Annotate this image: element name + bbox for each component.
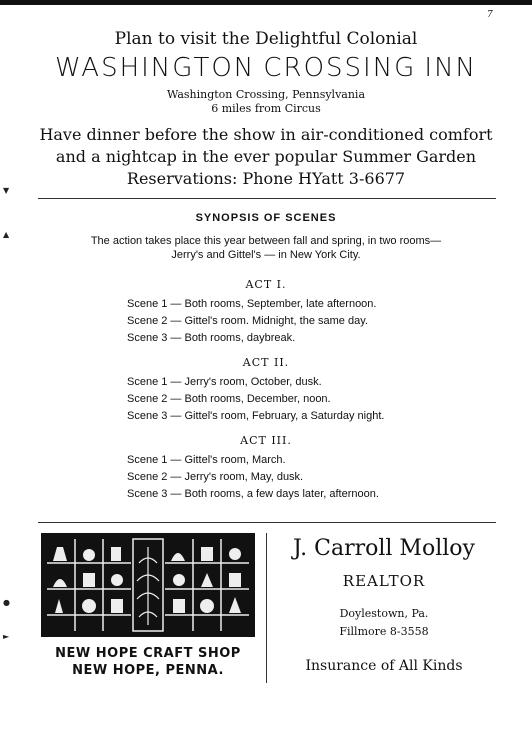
realtor-town: Doylestown, Pa.: [339, 607, 429, 620]
divider: [38, 522, 496, 523]
realtor-advertisement: [268, 533, 500, 675]
scene-line: Scene 2 — Jerry's room, May, dusk.: [127, 471, 304, 483]
scene-line: Scene 1 — Jerry's room, October, dusk.: [127, 376, 322, 388]
realtor-insurance: Insurance of All Kinds: [305, 658, 463, 674]
inn-advertisement: [0, 28, 532, 190]
margin-mark: ►: [3, 632, 10, 641]
ad-separator: [266, 533, 267, 683]
craft-shop-advertisement: [37, 533, 259, 679]
scene-line: Scene 3 — Both rooms, daybreak.: [127, 332, 296, 344]
craft-shop-line: NEW HOPE, PENNA.: [72, 663, 224, 678]
inn-name-word: WASHINGTON: [55, 53, 256, 83]
scene-line: Scene 3 — Gittel's room, February, a Saturday night.: [127, 410, 385, 422]
craft-shop-name: [37, 645, 259, 679]
scene-line: Scene 2 — Gittel's room. Midnight, the same day.: [127, 315, 368, 327]
inn-distance: 6 miles from Circus: [211, 102, 321, 115]
scene-line: Scene 3 — Both rooms, a few days later, afternoon.: [127, 488, 379, 500]
margin-mark: ●: [3, 598, 10, 607]
dinner-line-1: Have dinner before the show in air-conditioned comfort: [39, 125, 493, 144]
inn-name-word: INN: [424, 53, 477, 83]
page-number: 7: [487, 10, 493, 20]
inn-name: [0, 52, 532, 84]
realtor-name: J. Carroll Molloy: [293, 536, 475, 561]
synopsis-intro: [0, 234, 532, 262]
craft-shop-line: NEW HOPE CRAFT SHOP: [55, 646, 241, 661]
inn-location: Washington Crossing, Pennsylvania: [166, 88, 366, 101]
reservations: Reservations: Phone HYatt 3-6677: [126, 169, 406, 188]
act-title: ACT I.: [245, 278, 287, 291]
synopsis-section: [0, 212, 532, 262]
dinner-line-2: and a nightcap in the ever popular Summer Garden: [55, 147, 477, 166]
divider: [38, 198, 496, 199]
intro-line: The action takes place this year between fall and spring, in two rooms—: [90, 235, 442, 247]
margin-mark: ▲: [3, 230, 10, 239]
realtor-title: REALTOR: [342, 572, 426, 590]
craft-shop-window-illustration: [41, 533, 255, 637]
inn-name-word: CROSSING: [263, 53, 417, 83]
synopsis-heading: SYNOPSIS OF SCENES: [195, 212, 337, 224]
act-title: ACT II.: [242, 356, 290, 369]
act-title: ACT III.: [240, 434, 292, 447]
intro-line: Jerry's and Gittel's — in New York City.: [171, 249, 361, 261]
top-border: [0, 0, 532, 5]
margin-mark: ▼: [3, 186, 10, 195]
shop-window-icon: [41, 533, 255, 637]
scene-line: Scene 1 — Both rooms, September, late afternoon.: [127, 298, 377, 310]
ad-intro: Plan to visit the Delightful Colonial: [114, 29, 418, 49]
scene-line: Scene 1 — Gittel's room, March.: [127, 454, 286, 466]
realtor-phone: Fillmore 8-3558: [339, 625, 429, 638]
scene-line: Scene 2 — Both rooms, December, noon.: [127, 393, 331, 405]
